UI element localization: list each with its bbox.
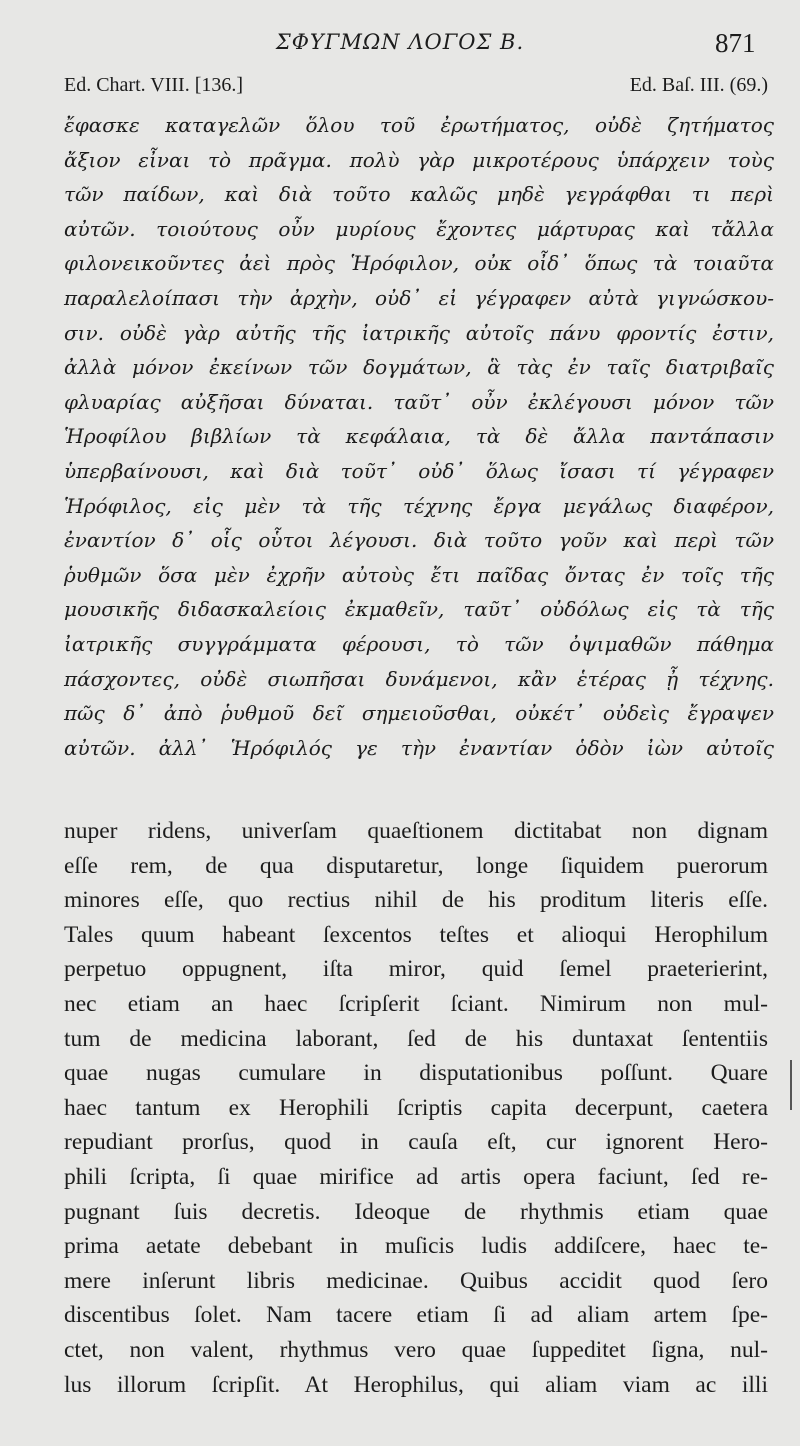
latin-line: lus illorum ſcripſit. At Herophilus, qui aliam viam ac illi	[64, 1371, 768, 1398]
greek-line: Ἡρόφιλος, εἰς μὲν τὰ τῆς τέχνης ἔργα μεγάλως διαφέρον,	[64, 493, 774, 518]
running-title: ΣΦΥΓΜΩΝ ΛΟΓΟΣ Β.	[275, 30, 525, 54]
greek-line: φιλονεικοῦντες ἀεὶ πρὸς Ἡρόφιλον, οὐκ οἶδ᾽ ὅπως τὰ τοιαῦτα	[64, 251, 774, 276]
latin-text-block	[64, 814, 768, 1402]
edition-chart-reference: Ed. Chart. VIII. [136.]	[64, 74, 244, 96]
latin-line: haec tantum ex Herophili ſcriptis capita decerpunt, caetera	[64, 1094, 768, 1121]
margin-mark	[790, 1060, 792, 1110]
greek-text-block	[64, 108, 774, 765]
latin-line: nec etiam an haec ſcripſerit ſciant. Nimirum non mul-	[64, 990, 768, 1017]
greek-line: ῥυθμῶν ὅσα μὲν ἐχρῆν αὐτοὺς ἔτι παῖδας ὄντας ἐν τοῖς τῆς	[64, 562, 774, 587]
greek-line: Ἡροφίλου βιβλίων τὰ κεφάλαια, τὰ δὲ ἄλλα παντάπασιν	[64, 424, 774, 449]
greek-line: φλυαρίας αὐξῆσαι δύναται. ταῦτ᾽ οὖν ἐκλέγουσι μόνον τῶν	[64, 389, 774, 414]
latin-line: minores eſſe, quo rectius nihil de his proditum literis eſſe.	[64, 887, 768, 914]
greek-line: ὑπερβαίνουσι, καὶ διὰ τοῦτ᾽ οὐδ᾽ ὅλως ἴσασι τί γέγραφεν	[64, 458, 774, 483]
edition-basel-reference: Ed. Baſ. III. (69.)	[629, 74, 768, 96]
greek-line: αὐτῶν. τοιούτους οὖν μυρίους ἔχοντες μάρτυρας καὶ τἄλλα	[64, 216, 774, 241]
page-number: 871	[715, 28, 756, 58]
latin-line: phili ſcripta, ſi quae mirifice ad artis opera faciunt, ſed re-	[64, 1163, 768, 1190]
latin-line: repudiant prorſus, quod in cauſa eſt, cur ignorent Hero-	[64, 1129, 768, 1156]
greek-line: πάσχοντες, οὐδὲ σιωπῆσαι δυνάμενοι, κἂν ἑτέρας ᾖ τέχνης.	[64, 666, 774, 691]
latin-line: prima aetate debebant in muſicis ludis addiſcere, haec te-	[64, 1233, 768, 1260]
latin-line: perpetuo oppugnent, iſta miror, quid ſemel praeterierint,	[64, 956, 768, 983]
latin-line: pugnant ſuis decretis. Ideoque de rhythmis etiam quae	[64, 1198, 768, 1225]
latin-line: Tales quum habeant ſexcentos teſtes et alioqui Herophilum	[64, 921, 768, 948]
latin-line: nuper ridens, univerſam quaeſtionem dictitabat non dignam	[64, 818, 768, 844]
latin-line: tum de medicina laborant, ſed de his duntaxat ſententiis	[64, 1025, 768, 1052]
greek-line: αὐτῶν. ἀλλ᾽ Ἡρόφιλός γε τὴν ἐναντίαν ὁδὸν ἰὼν αὐτοῖς	[64, 735, 774, 760]
greek-line: ἄξιον εἶναι τὸ πρᾶγμα. πολὺ γὰρ μικροτέρους ὑπάρχειν τοὺς	[64, 147, 774, 172]
greek-line: σιν. οὐδὲ γὰρ αὐτῆς τῆς ἰατρικῆς αὐτοῖς πάνυ φροντίς ἐστιν,	[64, 320, 774, 345]
greek-line: ἰατρικῆς συγγράμματα φέρουσι, τὸ τῶν ὀψιμαθῶν πάθημα	[64, 631, 774, 656]
greek-line: μουσικῆς διδασκαλείοις ἐκμαθεῖν, ταῦτ᾽ οὐδόλως εἰς τὰ τῆς	[64, 597, 774, 622]
greek-line: ἔφασκε καταγελῶν ὅλου τοῦ ἐρωτήματος, οὐδὲ ζητήματος	[64, 113, 774, 137]
greek-line: πῶς δ᾽ ἀπὸ ῥυθμοῦ δεῖ σημειοῦσθαι, οὐκέτ᾽ οὐδεὶς ἔγραψεν	[64, 701, 774, 726]
greek-line: παραλελοίπασι τὴν ἀρχὴν, οὐδ᾽ εἰ γέγραφεν αὐτὰ γιγνώσκου-	[64, 285, 774, 310]
greek-line: τῶν παίδων, καὶ διὰ τοῦτο καλῶς μηδὲ γεγράφθαι τι περὶ	[64, 182, 774, 207]
latin-line: eſſe rem, de qua disputaretur, longe ſiquidem puerorum	[64, 852, 768, 879]
latin-line: ctet, non valent, rhythmus vero quae ſuppeditet ſigna, nul-	[64, 1336, 768, 1363]
greek-line: ἐναντίον δ᾽ οἷς οὗτοι λέγουσι. διὰ τοῦτο γοῦν καὶ περὶ τῶν	[64, 528, 774, 553]
latin-line: quae nugas cumulare in disputationibus poſſunt. Quare	[64, 1060, 768, 1087]
latin-line: mere inſerunt libris medicinae. Quibus accidit quod ſero	[64, 1267, 768, 1294]
greek-line: ἀλλὰ μόνον ἐκείνων τῶν δογμάτων, ἃ τὰς ἐν ταῖς διατριβαῖς	[64, 355, 774, 380]
edition-reference-line	[64, 74, 768, 97]
latin-line: discentibus ſolet. Nam tacere etiam ſi ad aliam artem ſpe-	[64, 1302, 768, 1329]
